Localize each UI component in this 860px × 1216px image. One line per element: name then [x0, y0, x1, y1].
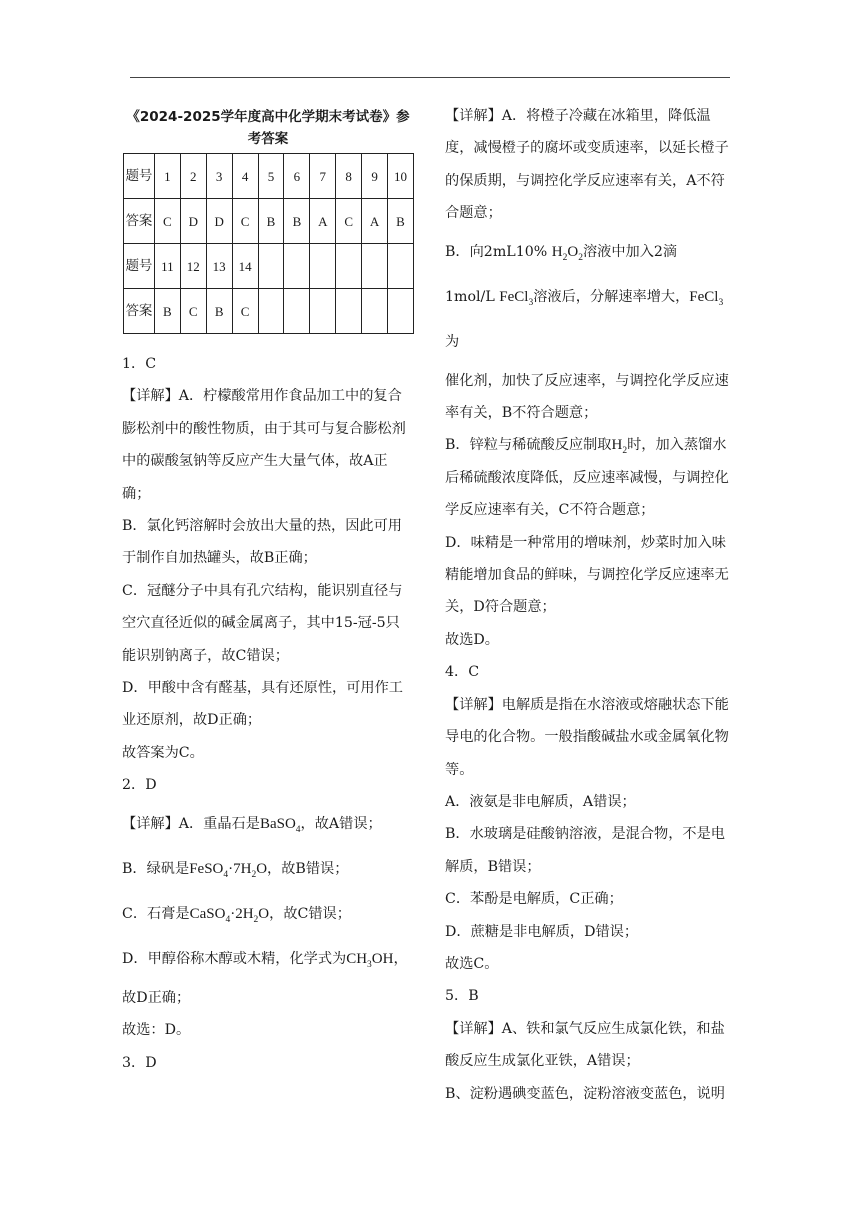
answer-number: 1．C [122, 356, 157, 372]
table-cell: 5 [258, 154, 284, 199]
text: ，故B错误； [267, 860, 349, 877]
table-cell: C [154, 199, 180, 244]
formula: $CaSO_4\cdot 2H_2O$ [189, 905, 270, 925]
table-cell: 11 [154, 244, 180, 289]
explanation-paragraph: C．冠醚分子中具有孔穴结构，能识别直径与空穴直径近似的碱金属离子，其中15-冠-5只能识别钠离子，故C错误； [122, 582, 403, 664]
explanation-paragraph: 故D正确； [122, 989, 191, 1006]
explanation-paragraph: 【详解】电解质是指在水溶液或熔融状态下能导电的化合物。一般指酸碱盐水或金属氧化物等。 [445, 696, 729, 778]
text: 1mol/L [445, 288, 500, 305]
answer-number: 4．C [445, 664, 480, 681]
explanation-paragraph: B．氯化钙溶解时会放出大量的热，因此可用于制作自加热罐头，故B正确； [122, 518, 402, 567]
table-cell: C [232, 199, 258, 244]
table-cell [284, 244, 310, 289]
table-cell: C [336, 199, 362, 244]
table-cell: 3 [206, 154, 232, 199]
table-cell: 12 [180, 244, 206, 289]
text: 溶液后，分解速率增大， [533, 288, 690, 305]
text: B．锌粒与稀硫酸反应制取 [445, 437, 612, 454]
table-cell [388, 289, 414, 334]
table-cell: 8 [336, 154, 362, 199]
table-cell [362, 244, 388, 289]
text: ，故C错误； [269, 905, 351, 922]
table-cell: B [388, 199, 414, 244]
explanation-paragraph: A．液氨是非电解质，A错误； [445, 793, 636, 810]
text: ， [393, 950, 408, 967]
conclusion: 故答案为C。 [122, 744, 204, 761]
table-cell [258, 289, 284, 334]
table-cell [284, 289, 310, 334]
table-cell: 7 [310, 154, 336, 199]
text: 溶液中加入2滴 [582, 243, 678, 260]
row-label-answer: 答案 [124, 199, 155, 244]
explanation-paragraph [445, 230, 737, 275]
formula: $H_2O_2$ [551, 243, 583, 263]
answer-number: 2．D [122, 777, 157, 794]
explanation-paragraph [445, 429, 737, 526]
table-cell [336, 289, 362, 334]
table-cell [362, 289, 388, 334]
row-label-number: 题号 [124, 154, 155, 199]
explanation-paragraph: 【详解】A、铁和氯气反应生成氯化铁，和盐酸反应生成氯化亚铁，A错误； [445, 1020, 725, 1070]
row-label-number: 题号 [124, 244, 155, 289]
explanation-paragraph: D．味精是一种常用的增味剂，炒菜时加入味精能增加食品的鲜味，与调控化学反应速率无关，D符合题意； [445, 534, 729, 616]
explanation-paragraph: 【详解】A．柠檬酸常用作食品加工中的复合膨松剂中的酸性物质，由于其可与复合膨松剂中的碳酸氢钠等反应产生大量气体，故A正确； [122, 388, 406, 502]
table-cell: 13 [206, 244, 232, 289]
table-cell: 2 [180, 154, 206, 199]
formula: $H_2$ [611, 437, 628, 457]
table-cell: 1 [154, 154, 180, 199]
conclusion: 故选D。 [445, 631, 499, 648]
conclusion: 故选：D。 [122, 1022, 191, 1039]
table-cell: A [362, 199, 388, 244]
text: 为 [445, 333, 460, 350]
formula: BaSO$_4$ [259, 815, 301, 835]
left-column [122, 100, 414, 1079]
table-cell: 14 [232, 244, 258, 289]
table-cell: B [258, 199, 284, 244]
page-title: 《2024-2025学年度高中化学期末考试卷》参考答案 [126, 109, 410, 147]
explanation-paragraph [122, 802, 414, 847]
explanation-paragraph: B．水玻璃是硅酸钠溶液，是混合物，不是电解质，B错误； [445, 826, 725, 875]
explanation-paragraph [122, 892, 414, 937]
explanation-paragraph: B、淀粉遇碘变蓝色，淀粉溶液变蓝色，说明 [445, 1085, 725, 1102]
explanation-paragraph [122, 847, 414, 892]
text: B．向2mL10% [445, 243, 552, 260]
table-row [124, 244, 414, 289]
conclusion: 故选C。 [445, 955, 499, 972]
table-cell [336, 244, 362, 289]
table-cell: B [154, 289, 180, 334]
header-rule [130, 77, 730, 78]
formula: FeCl$_3$ [689, 288, 724, 308]
table-cell [310, 244, 336, 289]
table-cell [388, 244, 414, 289]
table-cell: 4 [232, 154, 258, 199]
table-cell: C [180, 289, 206, 334]
table-cell: A [310, 199, 336, 244]
explanation-paragraph: D．蔗糖是非电解质，D错误； [445, 923, 639, 940]
table-cell [310, 289, 336, 334]
answer-number: 3．D [122, 1054, 157, 1071]
text: C．石膏是 [122, 905, 190, 922]
table-cell: D [206, 199, 232, 244]
right-column [445, 100, 737, 1110]
explanation-paragraph: 【详解】A．将橙子冷藏在冰箱里，降低温度，减慢橙子的腐坏或变质速率，以延长橙子的保质期，与调控化学反应速率有关，A不符合题意； [445, 108, 729, 222]
explanation-paragraph: D．甲酸中含有醛基，具有还原性，可用作工业还原剂，故D正确； [122, 680, 403, 729]
table-cell: 9 [362, 154, 388, 199]
explanation-paragraph: C．苯酚是电解质，C正确； [445, 891, 623, 908]
formula: FeCl$_3$ [499, 288, 534, 308]
table-cell [258, 244, 284, 289]
table-cell: B [206, 289, 232, 334]
explanation-paragraph: 催化剂，加快了反应速率，与调控化学反应速率有关，B不符合题意； [445, 372, 729, 422]
table-cell: C [232, 289, 258, 334]
answer-number: 5．B [445, 988, 479, 1005]
table-cell: 6 [284, 154, 310, 199]
formula: $FeSO_4\cdot 7H_2O$ [189, 860, 268, 880]
table-cell: B [284, 199, 310, 244]
row-label-answer: 答案 [124, 289, 155, 334]
text: B．绿矾是 [122, 860, 190, 877]
table-row [124, 289, 414, 334]
text: D．甲醇俗称木醇或木精，化学式为 [122, 950, 347, 967]
text: 时，加入蒸馏水后稀硫酸浓度降低，反应速率减慢，与调控化学反应速率有关，C不符合题意； [445, 437, 729, 519]
text: 【详解】A．重晶石是 [122, 815, 260, 832]
answer-table [123, 153, 414, 334]
table-cell: D [180, 199, 206, 244]
text: ，故A错误； [300, 815, 382, 832]
table-cell: 10 [388, 154, 414, 199]
explanation-paragraph [445, 275, 737, 365]
formula: $CH_3OH$ [346, 950, 394, 970]
table-row [124, 199, 414, 244]
explanation-paragraph [122, 937, 414, 982]
table-row [124, 154, 414, 199]
